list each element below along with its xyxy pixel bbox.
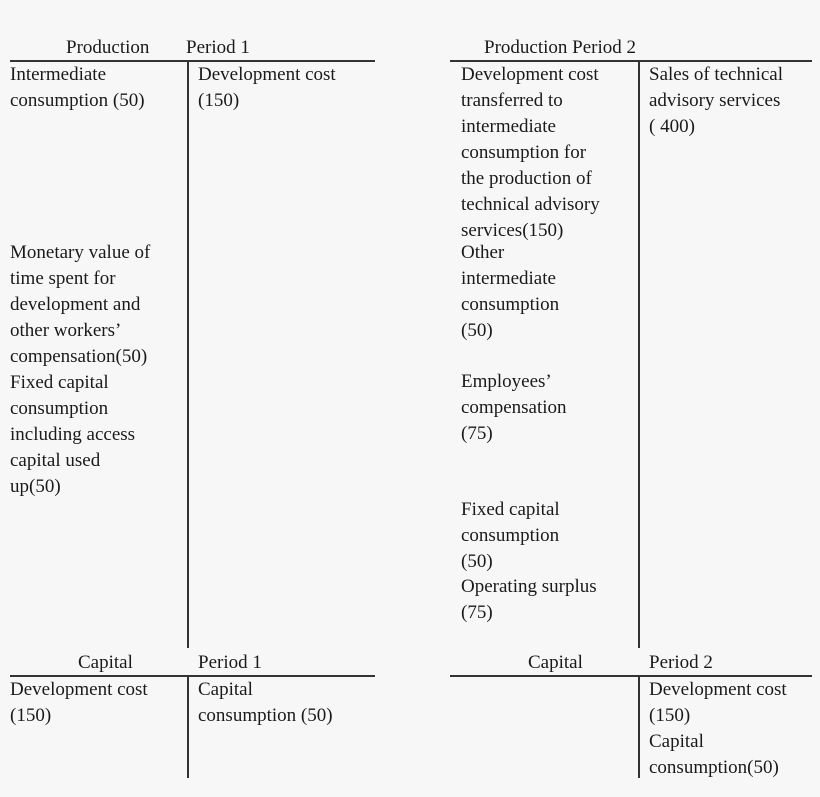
production-period-2-title: Production Period 2 xyxy=(484,37,636,58)
production-period-1-title-left: Production xyxy=(66,37,150,58)
operating-surplus-entry: Operating surplus (75) xyxy=(461,576,597,623)
production-period-1-divider xyxy=(187,60,189,648)
development-cost-transferred-entry: Development cost transferred to intermediate consumption for the production of technical advisory services(150) xyxy=(461,64,600,241)
time-spent-entry: Monetary value of time spent for development and other workers’ compensation(50) xyxy=(10,242,151,367)
capital-period-1-divider xyxy=(187,675,189,778)
fixed-capital-consumption-entry-2: Fixed capital consumption (50) xyxy=(461,499,560,572)
capital-consumption-entry: Capital consumption (50) xyxy=(198,679,333,726)
other-intermediate-consumption-entry: Other intermediate consumption (50) xyxy=(461,242,560,341)
capital-period-1-title-right: Period 1 xyxy=(198,652,262,673)
capital-period-2-credit-entries: Development cost (150) Capital consumption(50) xyxy=(649,679,787,778)
capital-period-2-title-right: Period 2 xyxy=(649,652,713,673)
fixed-capital-consumption-entry: Fixed capital consumption including access capital used up(50) xyxy=(10,372,136,497)
production-period-1-title-right: Period 1 xyxy=(186,37,250,58)
capital-period-2-title-left: Capital xyxy=(528,652,583,673)
capital-period-2-divider xyxy=(638,675,640,778)
development-cost-entry: Development cost (150) xyxy=(198,64,336,111)
sales-technical-advisory-entry: Sales of technical advisory services ( 400) xyxy=(649,64,784,137)
capital-period-1-title-left: Capital xyxy=(78,652,133,673)
employees-compensation-entry: Employees’ compensation (75) xyxy=(461,371,567,444)
production-period-2-divider xyxy=(638,60,640,648)
intermediate-consumption-entry: Intermediate consumption (50) xyxy=(10,64,145,111)
capital-development-cost-entry: Development cost (150) xyxy=(10,679,148,726)
